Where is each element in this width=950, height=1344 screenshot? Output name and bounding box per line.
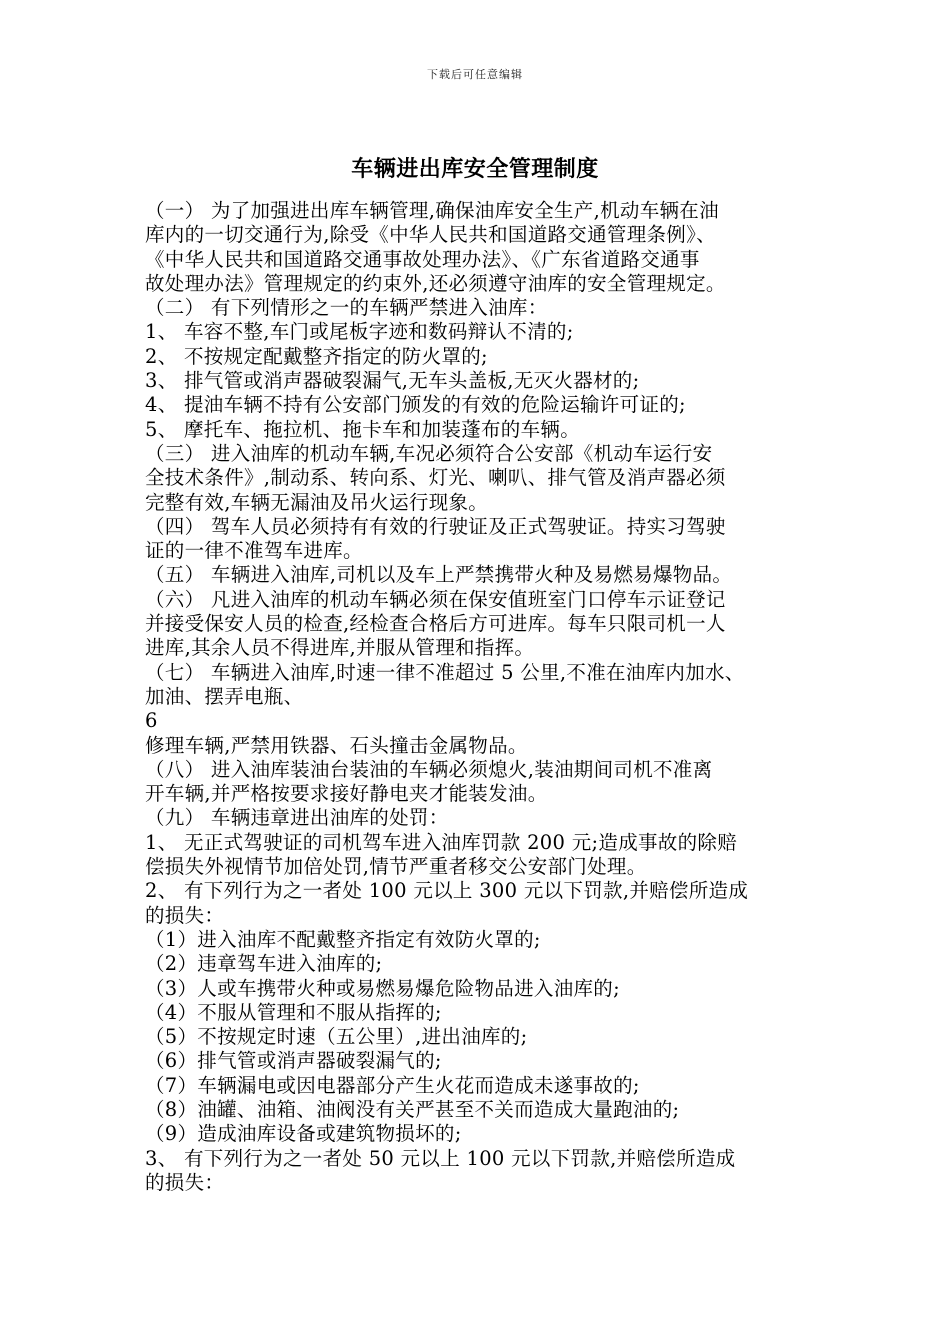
text-line: 3、 有下列行为之一者处 50 元以上 100 元以下罚款,并赔偿所造成: [145, 1146, 736, 1170]
text-line: 2、 不按规定配戴整齐指定的防火罩的;: [145, 344, 488, 368]
text-line: （五） 车辆进入油库,司机以及车上严禁携带火种及易燃易爆物品。: [145, 563, 733, 587]
text-line: 4、 提油车辆不持有公安部门颁发的有效的危险运输许可证的;: [145, 393, 686, 417]
text-line: （一） 为了加强进出库车辆管理,确保油库安全生产,机动车辆在油: [145, 199, 719, 222]
text-line: （八） 进入油库装油台装油的车辆必须熄火,装油期间司机不准离: [145, 757, 713, 781]
text-line: （8）油罐、油箱、油阀没有关严甚至不关而造成大量跑油的;: [145, 1097, 680, 1121]
text-line: 2、 有下列行为之一者处 100 元以上 300 元以下罚款,并赔偿所造成: [145, 879, 749, 903]
text-line: （四） 驾车人员必须持有有效的行驶证及正式驾驶证。持实习驾驶: [145, 514, 726, 538]
text-line: 的损失：: [145, 1170, 225, 1194]
text-line: （5）不按规定时速（五公里）,进出油库的;: [145, 1025, 528, 1049]
text-line: 加油、摆弄电瓶、: [145, 684, 304, 708]
text-line: 偿损失外视情节加倍处罚,情节严重者移交公安部门处理。: [145, 855, 647, 879]
text-line: （六） 凡进入油库的机动车辆必须在保安值班室门口停车示证登记: [145, 587, 726, 611]
text-line: 库内的一切交通行为,除受《中华人民共和国道路交通管理条例》、: [145, 223, 716, 247]
text-line: 1、 无正式驾驶证的司机驾车进入油库罚款 200 元;造成事故的除赔: [145, 830, 737, 854]
text-line: 全技术条件》,制动系、转向系、灯光、喇叭、排气管及消声器必须: [145, 466, 726, 490]
header-note: 下载后可任意编辑: [427, 68, 523, 81]
text-line: （1）进入油库不配戴整齐指定有效防火罩的;: [145, 927, 541, 951]
text-line: 的损失：: [145, 903, 225, 927]
text-line: （2）违章驾车进入油库的;: [145, 952, 383, 976]
text-line: （4）不服从管理和不服从指挥的;: [145, 1000, 442, 1024]
text-line: 5、 摩托车、拖拉机、拖卡车和加装蓬布的车辆。: [145, 417, 581, 441]
text-line: 1、 车容不整,车门或尾板字迹和数码辩认不清的;: [145, 320, 574, 344]
text-line: 故处理办法》管理规定的约束外,还必须遵守油库的安全管理规定。: [145, 271, 726, 295]
text-line: 完整有效,车辆无漏油及吊火运行现象。: [145, 490, 489, 514]
text-line: 开车辆,并严格按要求接好静电夹才能装发油。: [145, 782, 548, 806]
document-body: [145, 199, 815, 1195]
text-line: 6: [145, 709, 158, 733]
document-title: 车辆进出库安全管理制度: [351, 157, 599, 182]
text-line: （9）造成油库设备或建筑物损坏的;: [145, 1122, 462, 1146]
text-line: （九） 车辆违章进出油库的处罚：: [145, 806, 449, 830]
text-line: （7）车辆漏电或因电器部分产生火花而造成未遂事故的;: [145, 1073, 640, 1097]
text-line: （二） 有下列情形之一的车辆严禁进入油库：: [145, 296, 548, 320]
text-line: 进库,其余人员不得进库,并服从管理和指挥。: [145, 636, 535, 660]
text-line: （6）排气管或消声器破裂漏气的;: [145, 1049, 442, 1073]
text-line: 证的一律不准驾车进库。: [145, 539, 363, 563]
text-line: （三） 进入油库的机动车辆,车况必须符合公安部《机动车运行安: [145, 441, 713, 465]
text-line: （七） 车辆进入油库,时速一律不准超过 5 公里,不准在油库内加水、: [145, 660, 745, 684]
text-line: 并接受保安人员的检查,经检查合格后方可进库。每车只限司机一人: [145, 612, 726, 636]
text-line: 3、 排气管或消声器破裂漏气,无车头盖板,无灭火器材的;: [145, 369, 640, 393]
text-line: 修理车辆,严禁用铁器、石头撞击金属物品。: [145, 733, 528, 757]
text-line: （3）人或车携带火种或易燃易爆危险物品进入油库的;: [145, 976, 620, 1000]
text-line: 《中华人民共和国道路交通事故处理办法》、《广东省道路交通事: [145, 247, 700, 271]
